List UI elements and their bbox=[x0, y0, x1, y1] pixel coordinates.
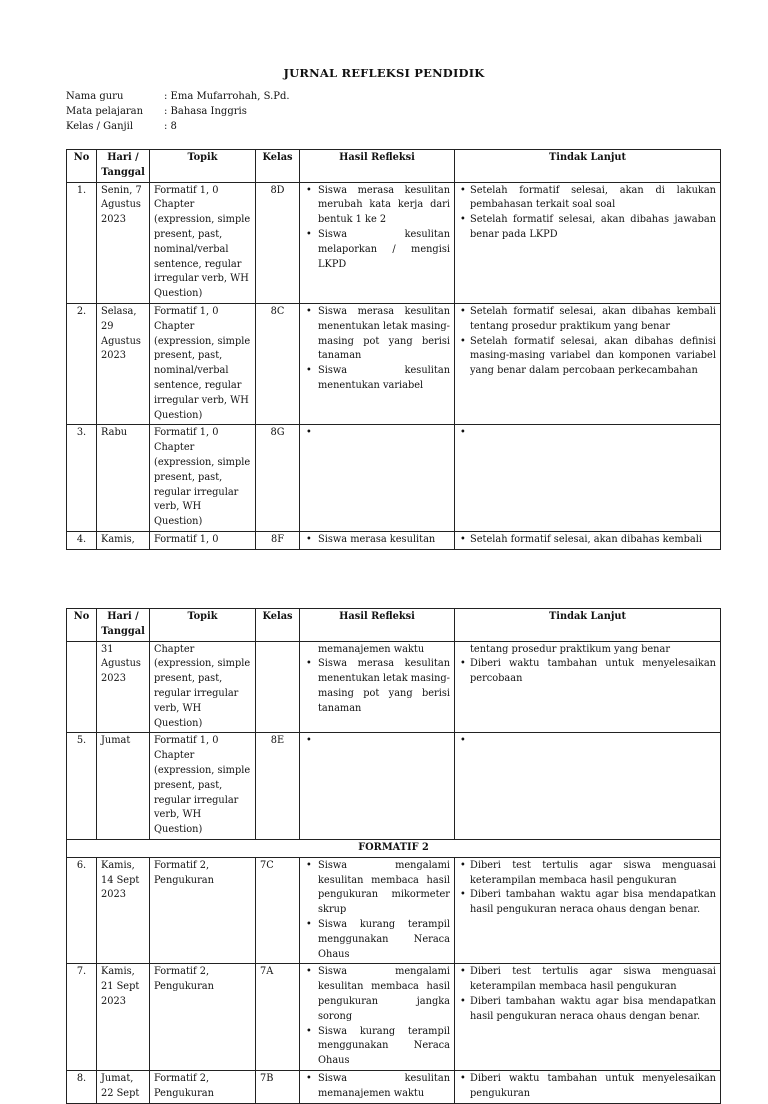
header-follow-up: Tindak Lanjut bbox=[455, 150, 721, 183]
section-row bbox=[67, 839, 721, 857]
reflection-table bbox=[66, 149, 721, 550]
cell-reflection bbox=[300, 303, 455, 424]
cell-reflection bbox=[300, 964, 455, 1071]
cell-follow-up bbox=[455, 733, 721, 840]
cell-no: 7. bbox=[67, 964, 97, 1071]
cell-day-date: Jumat bbox=[97, 733, 150, 840]
cell-topic: Formatif 1, 0 Chapter (expression, simple present, past, nominal/verbal sentence, regular irregular verb, WH Question) bbox=[150, 303, 256, 424]
header-day-date: Hari / Tanggal bbox=[97, 150, 150, 183]
list-item: • Diberi waktu tambahan untuk menyelesaikan percobaan bbox=[459, 657, 716, 687]
cell-reflection bbox=[300, 1070, 455, 1103]
table-row bbox=[67, 641, 721, 733]
cell-reflection bbox=[300, 425, 455, 532]
list-item: • Diberi test tertulis agar siswa menguasai keterampilan membaca hasil pengukuran bbox=[459, 965, 716, 995]
list-item: • Siswa mengalami kesulitan membaca hasil pengukuran mikormeter skrup bbox=[304, 859, 450, 918]
cell-no: 3. bbox=[67, 425, 97, 532]
info-value: : Bahasa Inggris bbox=[164, 106, 247, 117]
info-label: Nama guru bbox=[66, 91, 124, 102]
table-header-row bbox=[67, 609, 721, 642]
info-value: : 8 bbox=[164, 121, 177, 132]
table-row bbox=[67, 857, 721, 964]
info-row-class bbox=[66, 119, 290, 134]
list-item: • Setelah formatif selesai, akan dibahas kembali tentang prosedur praktikum yang benar bbox=[459, 305, 716, 335]
cell-class: 8G bbox=[256, 425, 300, 532]
cell-topic: Formatif 1, 0 Chapter (expression, simple present, past, nominal/verbal sentence, regular irregular verb, WH Question) bbox=[150, 182, 256, 303]
list-item bbox=[304, 426, 450, 440]
cell-no: 4. bbox=[67, 531, 97, 549]
table-row bbox=[67, 303, 721, 424]
cell-follow-up bbox=[455, 182, 721, 303]
list-item: • Siswa kurang terampil menggunakan Neraca Ohaus bbox=[304, 1025, 450, 1069]
header-reflection: Hasil Refleksi bbox=[300, 150, 455, 183]
table-row bbox=[67, 182, 721, 303]
info-row-teacher bbox=[66, 89, 290, 104]
cell-topic: Formatif 1, 0 Chapter (expression, simple present, past, regular irregular verb, WH Question) bbox=[150, 733, 256, 840]
cell-no: 1. bbox=[67, 182, 97, 303]
cell-reflection bbox=[300, 182, 455, 303]
header-class: Kelas bbox=[256, 609, 300, 642]
header-class: Kelas bbox=[256, 150, 300, 183]
cell-topic: Formatif 2, Pengukuran bbox=[150, 1070, 256, 1103]
list-item: • Siswa kesulitan memanajemen waktu bbox=[304, 1072, 450, 1102]
cell-reflection bbox=[300, 857, 455, 964]
document-page-2 bbox=[0, 560, 768, 1099]
header-no: No bbox=[67, 609, 97, 642]
list-item bbox=[459, 426, 716, 440]
cell-reflection bbox=[300, 531, 455, 549]
list-item: • Siswa kesulitan melaporkan / mengisi LKPD bbox=[304, 228, 450, 272]
info-value: : Ema Mufarrohah, S.Pd. bbox=[164, 91, 290, 102]
list-item bbox=[459, 734, 716, 748]
table-row bbox=[67, 964, 721, 1071]
list-item: • Diberi waktu tambahan untuk menyelesaikan pengukuran bbox=[459, 1072, 716, 1102]
list-item: • Siswa merasa kesulitan menentukan letak masing-masing pot yang berisi tanaman bbox=[304, 657, 450, 716]
table-row bbox=[67, 733, 721, 840]
cell-class: 8C bbox=[256, 303, 300, 424]
list-item: • Setelah formatif selesai, akan dibahas kembali bbox=[459, 533, 716, 548]
cell-day-date: Kamis, bbox=[97, 531, 150, 549]
cell-follow-up bbox=[455, 303, 721, 424]
cell-topic: Chapter (expression, simple present, past, regular irregular verb, WH Question) bbox=[150, 641, 256, 733]
list-item: • Siswa merasa kesulitan bbox=[304, 533, 450, 548]
cell-day-date: Jumat, 22 Sept bbox=[97, 1070, 150, 1103]
table-row bbox=[67, 425, 721, 532]
cell-follow-up bbox=[455, 425, 721, 532]
header-no: No bbox=[67, 150, 97, 183]
cell-class: 7C bbox=[256, 857, 300, 964]
cell-class: 8E bbox=[256, 733, 300, 840]
list-item: • Diberi test tertulis agar siswa menguasai keterampilan membaca hasil pengukuran bbox=[459, 859, 716, 889]
header-topic: Topik bbox=[150, 609, 256, 642]
cell-topic: Formatif 1, 0 Chapter (expression, simple present, past, regular irregular verb, WH Question) bbox=[150, 425, 256, 532]
cell-no: 8. bbox=[67, 1070, 97, 1103]
cell-day-date: Selasa, 29 Agustus 2023 bbox=[97, 303, 150, 424]
info-label: Mata pelajaran bbox=[66, 106, 144, 117]
cell-no: 5. bbox=[67, 733, 97, 840]
list-item: • Setelah formatif selesai, akan di lakukan pembahasan terkait soal soal bbox=[459, 184, 716, 214]
table-row bbox=[67, 1070, 721, 1103]
section-title: FORMATIF 2 bbox=[67, 839, 721, 857]
list-item: • Diberi tambahan waktu agar bisa mendapatkan hasil pengukuran neraca ohaus dengan benar. bbox=[459, 995, 716, 1025]
document-page-1 bbox=[0, 0, 768, 545]
list-item: • Siswa kurang terampil menggunakan Neraca Ohaus bbox=[304, 918, 450, 962]
page-title: JURNAL REFLEKSI PENDIDIK bbox=[283, 66, 485, 80]
cell-follow-up bbox=[455, 964, 721, 1071]
cell-day-date: Kamis, 14 Sept 2023 bbox=[97, 857, 150, 964]
cell-follow-up bbox=[455, 857, 721, 964]
table-row bbox=[67, 531, 721, 549]
header-reflection: Hasil Refleksi bbox=[300, 609, 455, 642]
cell-day-date: 31 Agustus 2023 bbox=[97, 641, 150, 733]
cell-reflection bbox=[300, 733, 455, 840]
cell-follow-up bbox=[455, 641, 721, 733]
cell-day-date: Senin, 7 Agustus 2023 bbox=[97, 182, 150, 303]
cell-class: 8D bbox=[256, 182, 300, 303]
cell-follow-up bbox=[455, 531, 721, 549]
cell-class: 7A bbox=[256, 964, 300, 1071]
reflection-table-continued bbox=[66, 608, 721, 1104]
list-item: • Setelah formatif selesai, akan dibahas jawaban benar pada LKPD bbox=[459, 213, 716, 243]
cell-no bbox=[67, 641, 97, 733]
list-item bbox=[304, 734, 450, 748]
list-item: • Siswa merasa kesulitan merubah kata kerja dari bentuk 1 ke 2 bbox=[304, 184, 450, 228]
teacher-info bbox=[66, 89, 290, 134]
cell-topic: Formatif 2, Pengukuran bbox=[150, 964, 256, 1071]
list-item: • Siswa merasa kesulitan menentukan letak masing-masing pot yang berisi tanaman bbox=[304, 305, 450, 364]
cell-class: 7B bbox=[256, 1070, 300, 1103]
info-label: Kelas / Ganjil bbox=[66, 121, 134, 132]
cell-no: 6. bbox=[67, 857, 97, 964]
cell-day-date: Kamis, 21 Sept 2023 bbox=[97, 964, 150, 1071]
cell-reflection bbox=[300, 641, 455, 733]
table-header-row bbox=[67, 150, 721, 183]
cell-class bbox=[256, 641, 300, 733]
continued-text: memanajemen waktu bbox=[318, 643, 425, 655]
list-item: • Siswa kesulitan menentukan variabel bbox=[304, 364, 450, 394]
cell-day-date: Rabu bbox=[97, 425, 150, 532]
continued-text: tentang prosedur praktikum yang benar bbox=[470, 643, 670, 655]
list-item: • Setelah formatif selesai, akan dibahas definisi masing-masing variabel dan komponen variabel yang benar dalam percobaan perkecambahan bbox=[459, 335, 716, 379]
header-day-date: Hari / Tanggal bbox=[97, 609, 150, 642]
info-row-subject bbox=[66, 104, 290, 119]
list-item: • Siswa mengalami kesulitan membaca hasil pengukuran jangka sorong bbox=[304, 965, 450, 1024]
cell-class: 8F bbox=[256, 531, 300, 549]
header-topic: Topik bbox=[150, 150, 256, 183]
cell-follow-up bbox=[455, 1070, 721, 1103]
list-item: • Diberi tambahan waktu agar bisa mendapatkan hasil pengukuran neraca ohaus dengan benar. bbox=[459, 888, 716, 918]
cell-topic: Formatif 1, 0 bbox=[150, 531, 256, 549]
cell-no: 2. bbox=[67, 303, 97, 424]
cell-topic: Formatif 2, Pengukuran bbox=[150, 857, 256, 964]
header-follow-up: Tindak Lanjut bbox=[455, 609, 721, 642]
